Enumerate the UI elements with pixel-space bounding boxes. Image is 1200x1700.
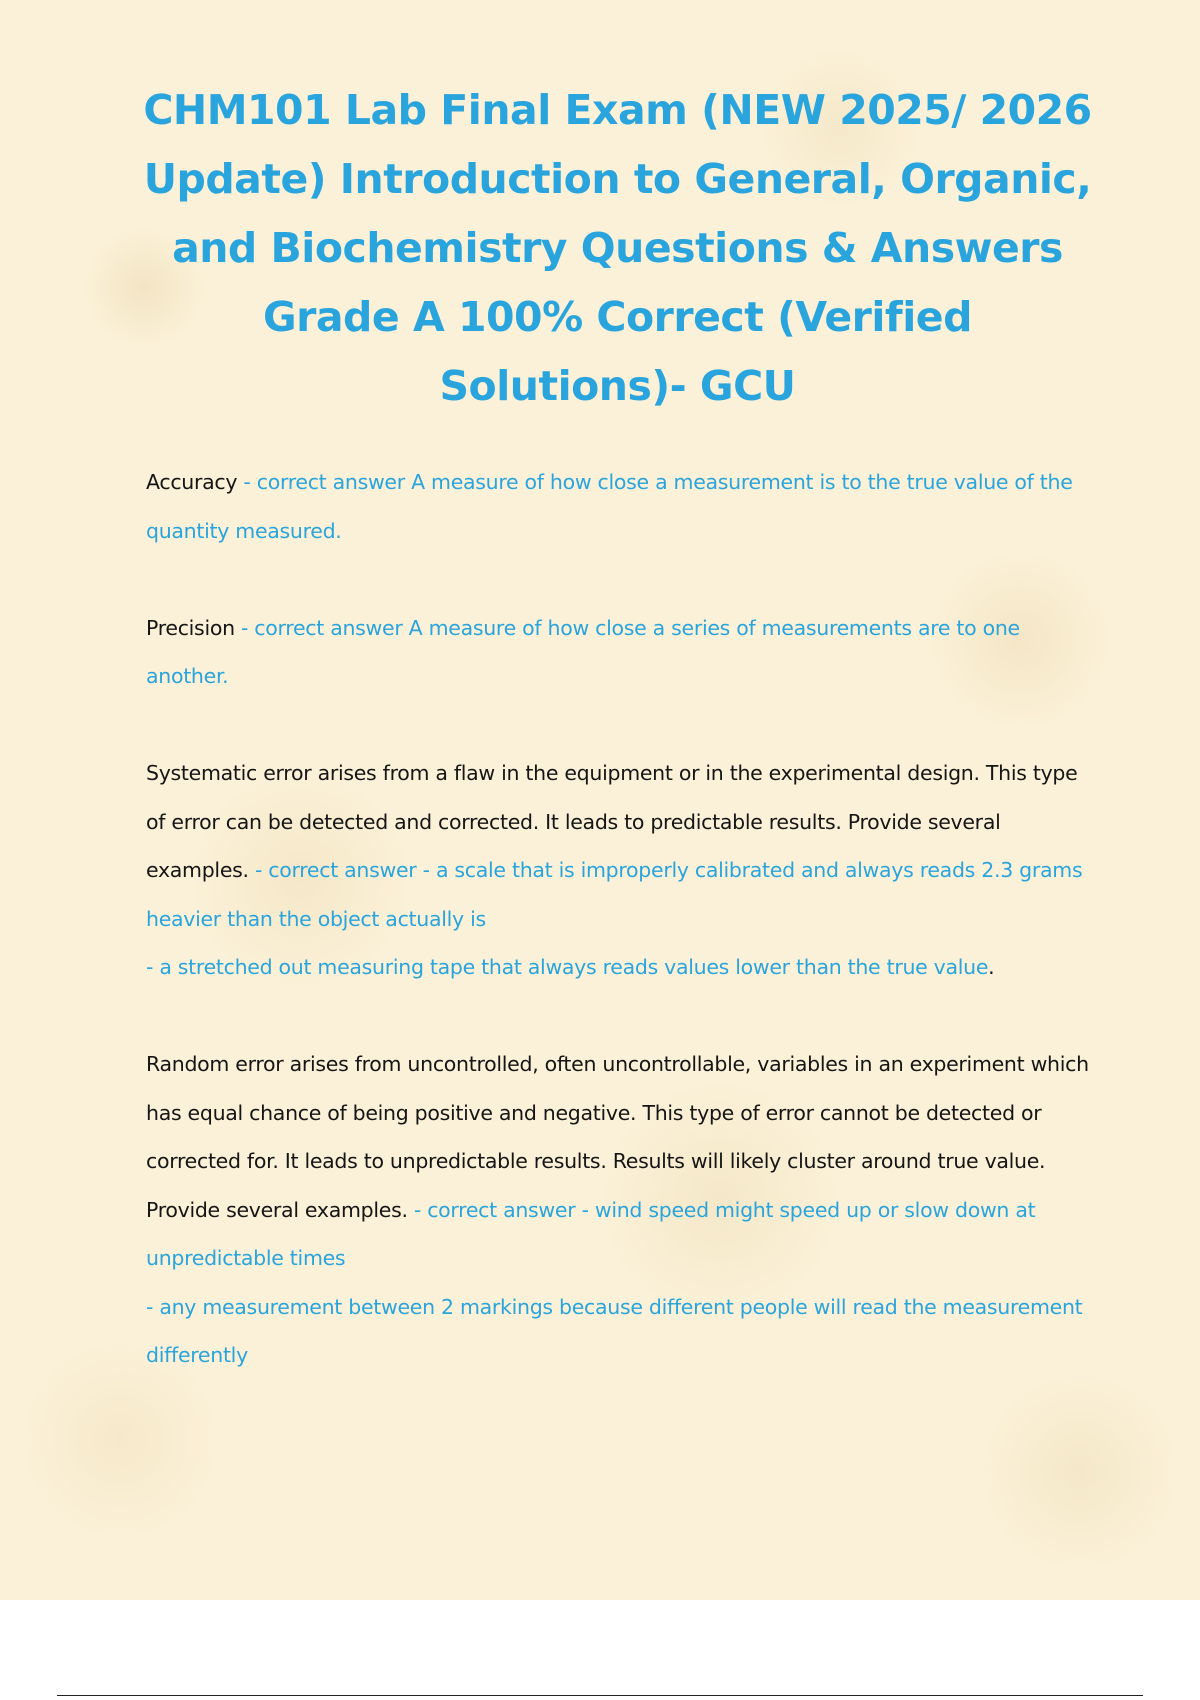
correct-answer-separator: - correct answer [248,858,423,882]
flashcard-accuracy [146,458,1091,555]
card-question: Systematic error arises from a flaw in the equipment or in the experimental design. This type of error can be detected and corrected. It leads to predictable results. Provide several examples. [146,761,1078,882]
flashcard-systematic-error [146,749,1091,992]
card-answer-line: - a stretched out measuring tape that always reads values lower than the true value [146,955,989,979]
correct-answer-separator: - correct answer [237,470,412,494]
card-question: Accuracy [146,470,238,494]
correct-answer-separator: - correct answer [407,1197,582,1222]
flashcard-list [146,458,1091,1380]
document-title: CHM101 Lab Final Exam (NEW 2025/ 2026 Update) Introduction to General, Organic, and Biochemistry Questions & Answers Grade A 100% Correct (Verified Solutions)- GCU [143,86,1092,410]
card-question: Precision [146,615,235,640]
card-answer-line: - wind speed might speed up or slow down at unpredictable times [146,1197,1036,1270]
card-trailing-punctuation: . [988,955,995,979]
flashcard-random-error [146,1040,1091,1380]
page-footer-divider [57,1695,1143,1696]
card-answer-line: - a scale that is improperly calibrated and always reads 2.3 grams heavier than the object actually is [146,858,1083,931]
card-question: Random error arises from uncontrolled, often uncontrollable, variables in an experiment which has equal chance of being positive and negative. This type of error cannot be detected or corrected for. It leads to unpredictable results. Results will likely cluster around true value. Provide several examples. [146,1052,1089,1222]
card-answer: A measure of how close a series of measurements are to one another. [146,615,1020,688]
card-answer: A measure of how close a measurement is to the true value of the quantity measured. [146,470,1073,543]
flashcard-precision [146,604,1091,701]
correct-answer-separator: - correct answer [234,615,409,640]
card-answer-line: - any measurement between 2 markings because different people will read the measurement differently [146,1294,1083,1367]
